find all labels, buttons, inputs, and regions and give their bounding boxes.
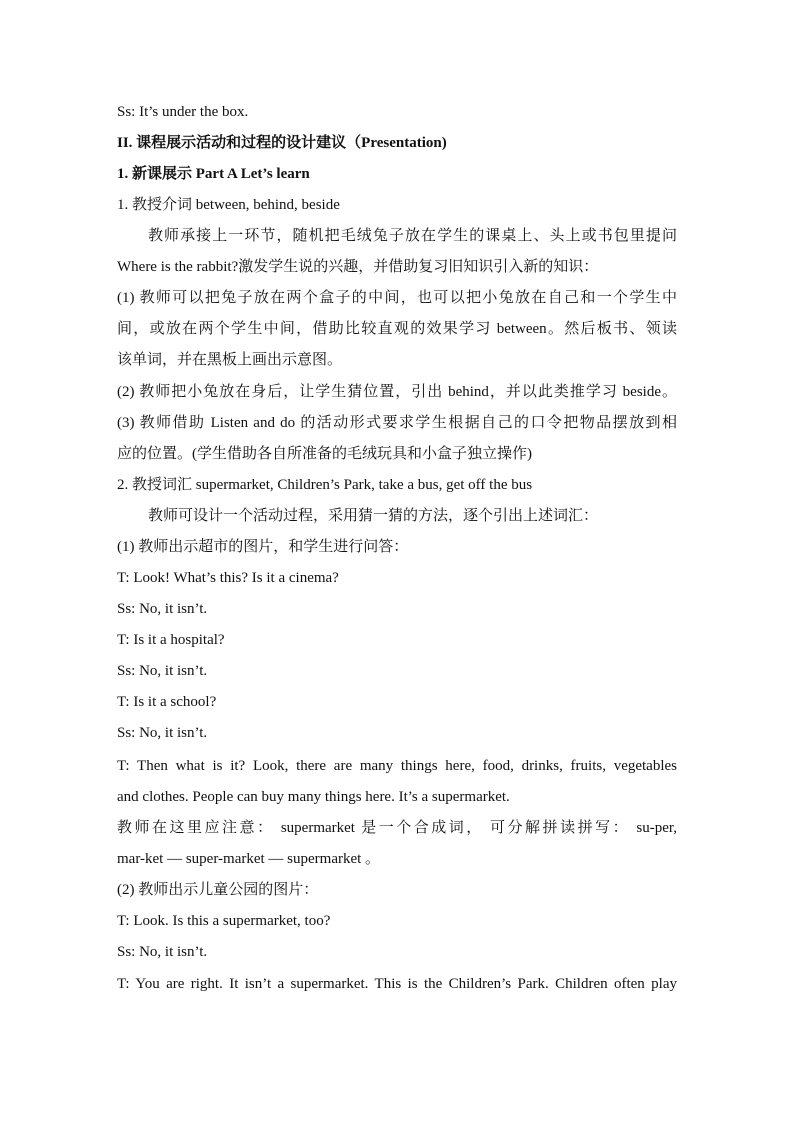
paragraph-line: 教师可设计一个活动过程，采用猜一猜的方法，逐个引出上述词汇： <box>148 508 599 524</box>
paragraph-line: (2) 教师出示儿童公园的图片： <box>117 882 319 898</box>
paragraph-line: (1) 教师可以把兔子放在两个盒子的中间，也可以把小兔放在自己和一个学生中 <box>117 290 677 306</box>
dialogue-line: and clothes. People can buy many things here. It’s a supermarket. <box>117 789 510 805</box>
subsection-heading: 1. 新课展示 Part A Let’s learn <box>117 166 310 182</box>
paragraph-line: (1) 教师出示超市的图片，和学生进行问答： <box>117 539 409 555</box>
step-heading: 2. 教授词汇 supermarket, Children’s Park, take a bus, get off the bus <box>117 477 533 493</box>
paragraph-line: 该单词，并在黑板上画出示意图。 <box>117 352 343 368</box>
paragraph-line: 教师承接上一环节，随机把毛绒兔子放在学生的课桌上、头上或书包里提问 <box>148 228 677 244</box>
dialogue-line: T: You are right. It isn’t a supermarket. This is the Children’s Park. Children often play <box>117 976 677 992</box>
paragraph-line: 间，或放在两个学生中间，借助比较直观的效果学习 between。然后板书、领读 <box>117 321 677 337</box>
dialogue-line: Ss: No, it isn’t. <box>117 725 208 741</box>
step-heading: 1. 教授介词 between, behind, beside <box>117 197 340 213</box>
paragraph-line: (3) 教师借助 Listen and do 的活动形式要求学生根据自己的口令把物品摆放到相 <box>117 415 677 431</box>
paragraph-line: (2) 教师把小兔放在身后，让学生猜位置，引出 behind，并以此类推学习 beside。 <box>117 384 677 400</box>
paragraph-line: Where is the rabbit?激发学生说的兴趣，并借助复习旧知识引入新的知识： <box>117 259 599 275</box>
section-heading: II. 课程展示活动和过程的设计建议（Presentation) <box>117 135 447 151</box>
dialogue-line: Ss: It’s under the box. <box>117 104 249 120</box>
dialogue-line: T: Is it a hospital? <box>117 632 225 648</box>
paragraph-line: 教师在这里应注意： supermarket 是一个合成词， 可分解拼读拼写： su-per, <box>117 820 677 836</box>
dialogue-line: Ss: No, it isn’t. <box>117 944 208 960</box>
paragraph-line: 应的位置。(学生借助各自所准备的毛绒玩具和小盒子独立操作) <box>117 446 532 462</box>
dialogue-line: T: Then what is it? Look, there are many things here, food, drinks, fruits, vegetables <box>117 758 677 774</box>
dialogue-line: T: Look. Is this a supermarket, too? <box>117 913 331 929</box>
dialogue-line: Ss: No, it isn’t. <box>117 601 208 617</box>
dialogue-line: T: Look! What’s this? Is it a cinema? <box>117 570 339 586</box>
dialogue-line: Ss: No, it isn’t. <box>117 663 208 679</box>
dialogue-line: T: Is it a school? <box>117 694 217 710</box>
paragraph-line: mar-ket — super-market — supermarket 。 <box>117 851 381 867</box>
